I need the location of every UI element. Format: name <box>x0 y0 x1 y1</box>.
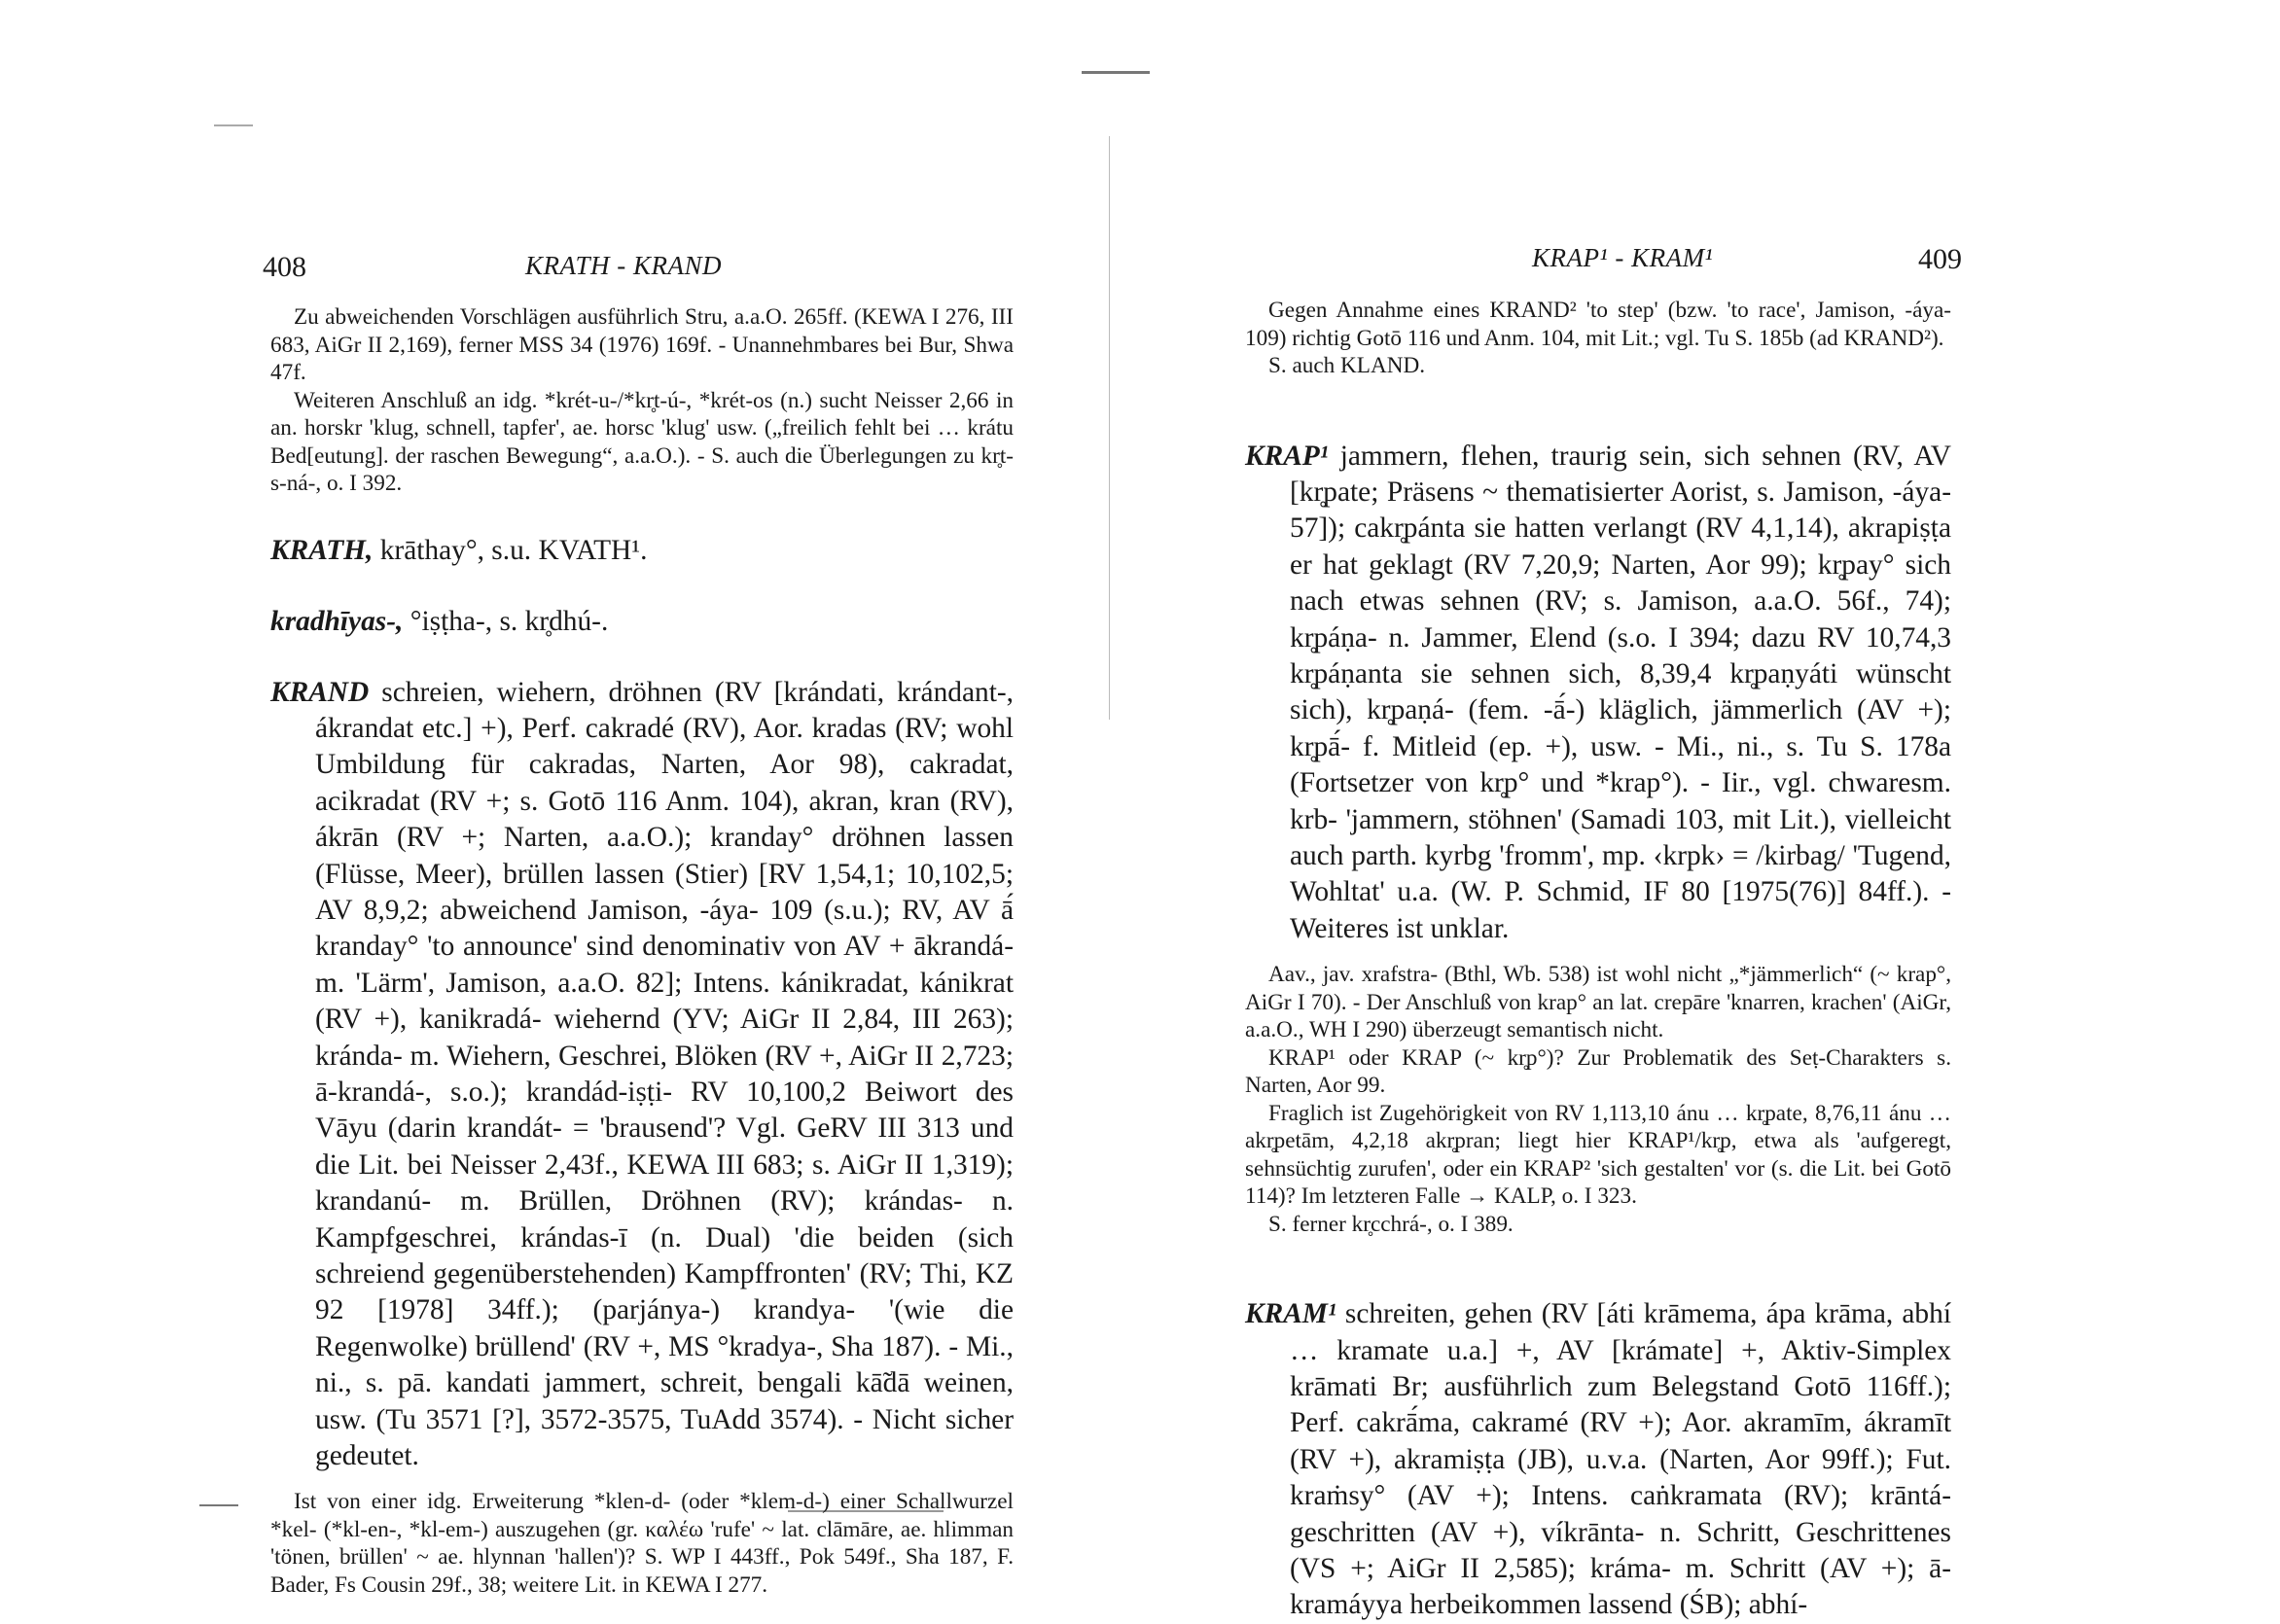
entry-text: jammern, flehen, traurig sein, sich sehnen (RV, AV [kr̥pate; Präsens ~ thematisierter Aorist, s. Jamison, -áya- 57]); cakr̥pánta sie hatten verlangt (RV 4,1,14), akrapiṣṭa er hat geklagt (RV 7,20,9; Narten, Aor 99); kr̥pay° sich nach etwas sehnen (RV; s. Jamison, a.a.O. 56f., 74); kr̥páṇa- n. Jammer, Elend (s.o. I 394; dazu RV 10,74,3 kr̥páṇanta sie sehnen sich, 8,39,4 kr̥paṇyáti wünscht sich), kr̥paṇá- (fem. -ā́-) kläglich, jämmerlich (AV +); kr̥pā́- f. Mitleid (ep. +), usw. - Mi., ni., s. Tu S. 178a (Fortsetzer von kr̥p° und *krap°). - Iir., vgl. chwaresm. krb- 'jammern, stöhnen' (Samadi 103, mit Lit.), vielleicht auch parth. kyrbg 'fromm', mp. ‹krpk› = /kirbag/ 'Tugend, Wohltat' u.a. (W. P. Schmid, IF 80 [1975(76)] 84ff.). - Weiteres ist unklar. <box>1290 440 1951 944</box>
paragraph: Weiteren Anschluß an idg. *krét-u-/*kr̥t-ú-, *krét-os (n.) sucht Neisser 2,66 in an. horskr 'klug, schnell, tapfer', ae. horsc 'klug' usw. („freilich fehlt bei … krátu Bed[eutung]. der raschen Bewegung“, a.a.O.). - S. auch die Überlegungen zu kr̥t-s-ná-, o. I 392. <box>270 387 1014 496</box>
spacer <box>270 569 1014 604</box>
entry-krap <box>1245 439 1951 948</box>
spacer <box>270 640 1014 675</box>
paragraph: Ist von einer idg. Erweiterung *klen-d- (oder *klem-d-) einer Schallwurzel *kel- (*kl-en-, *kl-em-) auszugehen (gr. καλέω 'rufe' ~ lat. clāmāre, ae. hlimman 'tönen, brüllen' ~ ae. hlynnan 'hallen')? S. WP I 443ff., Pok 549f., Sha 187, F. Bader, Fs Cousin 29f., 38; weitere Lit. in KEWA I 277. <box>270 1489 1014 1598</box>
paragraph: Aav., jav. xrafstra- (Bthl, Wb. 538) ist wohl nicht „*jämmerlich“ (~ krap°, AiGr I 70). - Der Anschluß von krap° an lat. crepāre 'knarren, krachen' (AiGr, a.a.O., WH I 290) überzeugt semantisch nicht. <box>1245 962 1951 1043</box>
spacer <box>1245 1238 1951 1296</box>
entry-text: °iṣṭha-, s. kr̥dhú-. <box>410 605 609 637</box>
scan-mark-top <box>1082 71 1150 74</box>
entry-krand <box>270 675 1014 1475</box>
page-number: 408 <box>263 251 306 283</box>
entry-kram <box>1245 1296 1951 1624</box>
running-head: KRATH - KRAND <box>525 251 722 280</box>
spacer <box>1245 380 1951 439</box>
headword: KRAND <box>270 676 370 708</box>
running-head: KRAP¹ - KRAM¹ <box>1532 243 1714 272</box>
entry-text: schreien, wiehern, dröhnen (RV [krándati, krándant-, ákrandat etc.] +), Perf. cakradé (RV), Aor. kradas (RV; wohl Umbildung für cakradas, Narten, Aor 98), cakradat, acikradat (RV +; s. Gotō 116 Anm. 104), akran, kran (RV), ákrān (RV +; Narten, a.a.O.); kranday° dröhnen lassen (Flüsse, Meer), brüllen lassen (Stier) [RV 1,54,1; 10,102,5; AV 8,9,2; abweichend Jamison, -áya- 109 (s.u.); RV, AV ā́ kranday° 'to announce' sind denominativ von AV + ākrandá- m. 'Lärm', Jamison, a.a.O. 82]; Intens. kánikradat, kánikrat (RV +), kanikradá- wiehernd (YV; AiGr II 2,84, III 263); kránda- m. Wiehern, Geschrei, Blöken (RV +, AiGr II 2,723; ā-krandá-, s.o.); krandád-iṣṭi- RV 10,100,2 Beiwort des Vāyu (darin krandát- = 'brausend'? Vgl. GeRV III 313 und die Lit. bei Neisser 2,43f., KEWA III 683; s. AiGr II 1,319); krandanú- m. Brüllen, Dröhnen (RV); krándas- n. Kampfgeschrei, krándas-ī (n. Dual) 'die beiden (sich schreiend gegenüberstehenden) Kampffronten' (RV; Thi, KZ 92 [1978] 34ff.); (parjánya-) krandya- '(wie die Regenwolke) brüllend' (RV +, MS °kradya-, Sha 187). - Mi., ni., s. pā. kandati jammert, schreit, bengali kā̃dā weinen, usw. (Tu 3571 [?], 3572-3575, TuAdd 3574). - Nicht sicher gedeutet. <box>315 676 1014 1472</box>
headword: KRAM¹ <box>1245 1298 1336 1330</box>
paragraph: Fraglich ist Zugehörigkeit von RV 1,113,10 ánu … kr̥pate, 8,76,11 ánu … akr̥petām, 4,2,18 akr̥pran; liegt hier KRAP¹/kr̥p, etwa als 'aufgeregt, sehnsüchtig zurufen', oder ein KRAP² 'sich gestalten' vor (s. die Lit. bei Gotō 114)? Im letzteren Falle → KALP, o. I 323. <box>1245 1100 1951 1210</box>
headword: KRAP¹ <box>1245 440 1329 472</box>
page-number: 409 <box>1918 243 1962 275</box>
spacer <box>1245 947 1951 961</box>
headword: KRATH, <box>270 534 374 566</box>
right-column <box>1245 297 1951 1624</box>
entry-text: krāthay°, s.u. KVATH¹. <box>379 534 648 566</box>
entry-text: schreiten, gehen (RV [áti krāmema, ápa krāma, abhí … kramate u.a.] +, AV [krámate] +, Aktiv-Simplex krāmati Br; ausführlich zum Belegstand Gotō 116ff.); Perf. cakrā́ma, cakramé (RV +); Aor. akramīm, ákramīt (RV +), akramiṣṭa (JB), u.v.a. (Narten, Aor 99ff.); Fut. kraṁsy° (AV +); Intens. caṅkramata (RV); krāntá- geschritten (AV +), víkrānta- n. Schritt, Geschrittenes (VS +; AiGr II 2,585); kráma- m. Schritt (AV +); ā-kramáyya herbeikommen lassend (ŚB); abhí- <box>1290 1298 1951 1621</box>
left-page <box>0 0 1089 1610</box>
paragraph: KRAP¹ oder KRAP (~ kr̥p°)? Zur Problematik des Seṭ-Charakters s. Narten, Aor 99. <box>1245 1044 1951 1099</box>
paragraph: Gegen Annahme eines KRAND² 'to step' (bzw. 'to race', Jamison, -áya- 109) richtig Gotō 116 und Anm. 104, mit Lit.; vgl. Tu S. 185b (ad KRAND²). <box>1245 298 1951 351</box>
gutter-line <box>1109 136 1110 720</box>
paragraph: S. auch KLAND. <box>1268 353 1425 378</box>
spacer <box>270 1474 1014 1488</box>
spacer <box>270 498 1014 533</box>
entry-krath <box>270 533 1014 569</box>
paragraph: Zu abweichenden Vorschlägen ausführlich Stru, a.a.O. 265ff. (KEWA I 276, III 683, AiGr II 2,169), ferner MSS 34 (1976) 169f. - Unannehmbares bei Bur, Shwa 47f. <box>270 304 1014 385</box>
headword: kradhīyas-, <box>270 605 404 637</box>
right-page <box>1167 0 2280 1621</box>
paragraph: S. ferner kr̥cchrá-, o. I 389. <box>1268 1211 1514 1237</box>
entry-kradhiyas <box>270 604 1014 640</box>
left-column <box>270 303 1014 1599</box>
